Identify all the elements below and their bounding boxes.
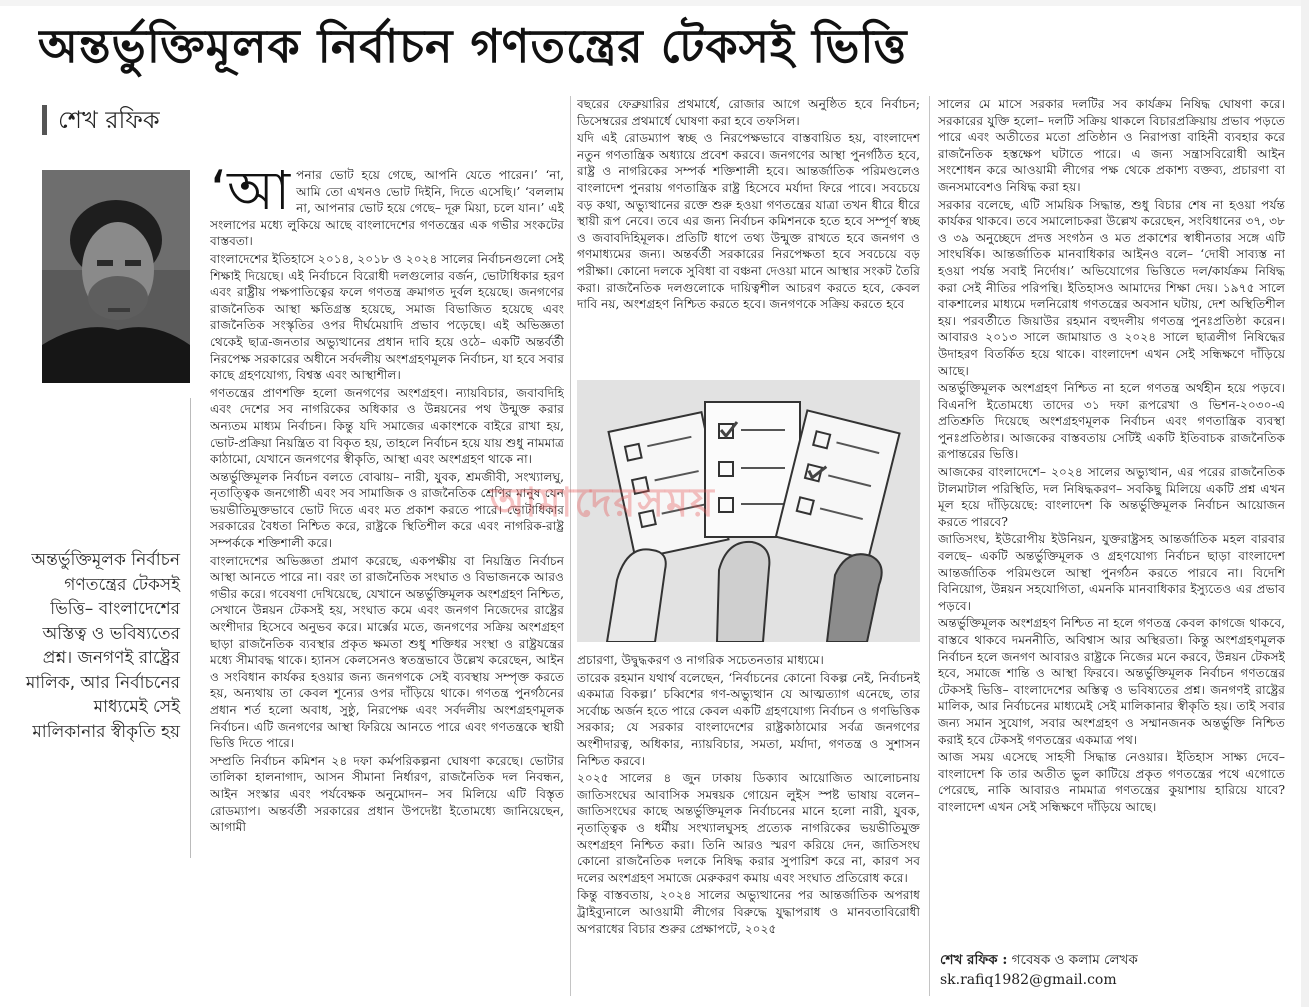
- author-signature: [940, 950, 1285, 970]
- byline: শেখ রফিক: [58, 106, 160, 134]
- author-sign-name: শেখ রফিক :: [940, 952, 1008, 968]
- article-column-3: [938, 96, 1285, 938]
- byline-bar: [42, 105, 47, 135]
- paragraph: ২০২৫ সালের ৪ জুন ঢাকায় ডিক্যাব আয়োজিত আলোচনায় জাতিসংঘের আবাসিক সমন্বয়ক গোয়েন লুইস স্পষ্ট ভাষায় বলেন– জাতিসংঘের কাছে অন্তর্ভুক্তিমূলক নির্বাচনের মানে হলো নারী, যুবক, নৃতাত্ত্বিক ও ধর্মীয় সংখ্যালঘুসহ প্রত্যেক নাগরিকের ভয়ভীতিমুক্ত অংশগ্রহণ নিশ্চিত করা। তিনি আরও স্মরণ করিয়ে দেন, জাতিসংঘ কোনো রাজনৈতিক দলকে নিষিদ্ধ করার সুপারিশ করে না, কারণ সব দলের অংশগ্রহণ সমাজে মেরুকরণ কমায় এবং সংঘাত প্রতিরোধ করে।: [577, 771, 920, 885]
- paragraph: আজ সময় এসেছে সাহসী সিদ্ধান্ত নেওয়ার। ইতিহাস সাক্ষ্য দেবে– বাংলাদেশ কি তার অতীত ভুল কাটিয়ে প্রকৃত গণতন্ত্রের পথে এগোতে পেরেছে, নাকি আবারও নামমাত্র গণতন্ত্রের কুয়াশায় হারিয়ে যাবে? বাংলাদেশ এখন সেই সন্ধিক্ষণে দাঁড়িয়ে আছে।: [938, 750, 1285, 814]
- column-rule-1: [570, 96, 571, 996]
- paragraph: প্রচারণা, উদ্বুদ্ধকরণ ও নাগরিক সচেতনতার মাধ্যমে।: [577, 653, 824, 667]
- paragraph: অন্তর্ভুক্তিমূলক অংশগ্রহণ নিশ্চিত না হলে গণতন্ত্র অর্থহীন হয়ে পড়বে। বিএনপি ইতোমধ্যে তাদের ৩১ দফা রূপরেখা ও ভিশন-২০৩০-এ প্রতিশ্রুতি দিয়েছে অংশগ্রহণমূলক নির্বাচন এবং গণতান্ত্রিক ব্যবস্থা পুনঃপ্রতিষ্ঠার। আজকের বাস্তবতায় সেটিই একটি ইতিবাচক রাজনৈতিক রূপান্তরের ভিত্তি।: [938, 381, 1285, 462]
- article-headline: অন্তর্ভুক্তিমূলক নির্বাচন গণতন্ত্রের টেকসই ভিত্তি: [38, 19, 908, 73]
- column-rule-2: [929, 96, 930, 996]
- author-email: sk.rafiq1982@gmail.com: [940, 972, 1117, 988]
- publication-watermark: আমাদেরসময়: [490, 480, 716, 526]
- paragraph: সরকার বলেছে, এটি সাময়িক সিদ্ধান্ত, শুধু বিচার শেষ না হওয়া পর্যন্ত কার্যকর থাকবে। তবে সমালোচকরা উল্লেখ করেছেন, সংবিধানের ৩৭, ৩৮ ও ৩৯ অনুচ্ছেদে প্রদত্ত সংগঠন ও মত প্রকাশের স্বাধীনতার সঙ্গে এটি সাংঘর্ষিক। আন্তর্জাতিক মানবাধিকার আইনও বলে– ‘দোষী সাব্যস্ত না হওয়া পর্যন্ত সবাই নির্দোষ।’ অভিযোগের ভিত্তিতে দল/কার্যক্রম নিষিদ্ধ করা সেই নীতির পরিপন্থি। ইতিহাসও আমাদের শিক্ষা দেয়। ১৯৭৫ সালে বাকশালের মাধ্যমে দলনিরোধ গণতন্ত্রের অবসান ঘটায়, দেশ অস্থিতিশীল হয়। পরবর্তীতে জিয়াউর রহমান বহুদলীয় গণতন্ত্র পুনঃপ্রতিষ্ঠা করেন। আবারও ২০১৩ সালে জামায়াত ও ২০২৪ সালে ছাত্রলীগ নিষিদ্ধের উদাহরণ বিতর্কিত হয়ে থাকে। বাংলাদেশ এখন সেই সন্ধিক্ষণে দাঁড়িয়ে আছে।: [938, 197, 1285, 378]
- page-right-edge: [1301, 0, 1309, 1007]
- paragraph: পনার ভোট হয়ে গেছে, আপনি যেতে পারেন।’ ‘না, আমি তো এখনও ভোট দিইনি, দিতে এসেছি।’ ‘বললাম না, আপনার ভোট হয়ে গেছে– দূরু মিয়া, চলে যান।’ এই সংলাপের মধ্যে লুকিয়ে আছে বাংলাদেশের গণতন্ত্রের এক গভীর সংকটের বাস্তবতা।: [210, 168, 564, 249]
- paragraph: কিন্তু বাস্তবতায়, ২০২৪ সালের অভ্যুত্থানের পর আন্তর্জাতিক অপরাধ ট্রাইব্যুনালে আওয়ামী লীগের বিরুদ্ধে যুদ্ধাপরাধ ও মানবতাবিরোধী অপরাধের বিচার শুরুর প্রেক্ষাপটে, ২০২৫: [577, 888, 920, 936]
- author-photo: [42, 170, 190, 383]
- article-column-2-bottom: [577, 652, 920, 997]
- paragraph: সম্প্রতি নির্বাচন কমিশন ২৪ দফা কর্মপরিকল্পনা ঘোষণা করেছে। ভোটার তালিকা হালনাগাদ, আসন সীমানা নির্ধারণ, রাজনৈতিক দল নিবন্ধন, আইন সংস্কার এবং পর্যবেক্ষক অনুমোদন– সব মিলিয়ে এটি বিস্তৃত রোডম্যাপ। অন্তর্বর্তী সরকারের প্রধান উপদেষ্টা ইতোমধ্যে জানিয়েছেন, আগামী: [210, 753, 564, 835]
- author-sign-role: গবেষক ও কলাম লেখক: [1011, 952, 1138, 968]
- paragraph: তারেক রহমান যথার্থ বলেছেন, ‘নির্বাচনের কোনো বিকল্প নেই, নির্বাচনই একমাত্র বিকল্প।’ চব্বিশের গণ-অভ্যুত্থান যে আত্মত্যাগ এনেছে, তার সর্বোচ্চ অর্জন হতে পারে কেবল একটি গ্রহণযোগ্য নির্বাচন ও গণভিত্তিক সরকার; যে সরকার বাংলাদেশের রাষ্ট্রকাঠামোর সর্বত্র জনগণের অংশীদারত্ব, অধিকার, ন্যায়বিচার, সমতা, মর্যাদা, গণতন্ত্র ও সুশাসন নিশ্চিত করবে।: [577, 670, 920, 768]
- paragraph: বাংলাদেশের ইতিহাসে ২০১৪, ২০১৮ ও ২০২৪ সালের নির্বাচনগুলো সেই শিক্ষাই দিয়েছে। এই নির্বাচনে বিরোধী দলগুলোর বর্জন, ভোটাধিকার হরণ এবং রাষ্ট্রীয় পক্ষপাতিত্বের ফলে গণতন্ত্র ক্রমাগত দুর্বল হয়েছে। জনগণের রাজনৈতিক আস্থা ক্ষতিগ্রস্ত হয়েছে, সমাজ বিভাজিত হয়েছে এবং রাজনৈতিক সংস্কৃতির ওপর দীর্ঘমেয়াদি প্রভাব পড়েছে। এই অভিজ্ঞতা থেকেই ছাত্র-জনতার অভ্যুত্থানের প্রধান দাবি হয়ে ওঠে– একটি অন্তর্বর্তী নিরপেক্ষ সরকারের অধীনে সর্বদলীয় অংশগ্রহণমূলক নির্বাচন, যা হবে সবার কাছে গ্রহণযোগ্য, বিশ্বস্ত এবং আস্থাশীল।: [210, 251, 564, 383]
- paragraph: গণতন্ত্রের প্রাণশক্তি হলো জনগণের অংশগ্রহণ। ন্যায়বিচার, জবাবদিহি এবং দেশের সব নাগরিকের অধিকার ও উন্নয়নের পথ উন্মুক্ত করার অন্যতম মাধ্যম নির্বাচন। কিন্তু যদি সমাজের একাংশকে বাইরে রাখা হয়, ভোট-প্রক্রিয়া নিয়ন্ত্রিত বা বিকৃত হয়, তাহলে নির্বাচন হয়ে যায় শুধু নামমাত্র কাঠামো, যেখানে জনগণের স্বীকৃতি, আস্থা এবং অংশগ্রহণ থাকে না।: [210, 385, 564, 467]
- page-top-edge: [0, 0, 1309, 6]
- paragraph: বছরের ফেব্রুয়ারির প্রথমার্ধে, রোজার আগে অনুষ্ঠিত হবে নির্বাচন; ডিসেম্বরের প্রথমার্ধে ঘোষণা করা হবে তফসিল।: [577, 97, 920, 128]
- paragraph: জাতিসংঘ, ইউরোপীয় ইউনিয়ন, যুক্তরাষ্ট্রসহ আন্তর্জাতিক মহল বারবার বলছে– একটি অন্তর্ভুক্তিমূলক ও গ্রহণযোগ্য নির্বাচন ছাড়া বাংলাদেশ আন্তর্জাতিক পরিমণ্ডলে আস্থা পুনর্গঠন করতে পারবে না। বিদেশি বিনিয়োগ, উন্নয়ন সহযোগিতা, এমনকি মানবাধিকার ইস্যুতেও এর প্রভাব পড়বে।: [938, 532, 1285, 613]
- paragraph: আজকের বাংলাদেশে– ২০২৪ সালের অভ্যুত্থান, এর পরের রাজনৈতিক টালমাটাল পরিস্থিতি, দল নিষিদ্ধকরণ– সবকিছু মিলিয়ে একটি প্রশ্ন এখন মূল হয়ে দাঁড়িয়েছে: বাংলাদেশ কি অন্তর্ভুক্তিমূলক নির্বাচন আয়োজন করতে পারবে?: [938, 465, 1285, 529]
- article-column-1: [210, 167, 564, 997]
- paragraph: যদি এই রোডম্যাপ স্বচ্ছ ও নিরপেক্ষভাবে বাস্তবায়িত হয়, বাংলাদেশ নতুন গণতান্ত্রিক অধ্যায়ে প্রবেশ করবে। জনগণের আস্থা পুনর্গঠিত হবে, রাষ্ট্র ও নাগরিকের সম্পর্ক শক্তিশালী হবে। আন্তর্জাতিক পরিমণ্ডলেও বাংলাদেশ পুনরায় গণতান্ত্রিক রাষ্ট্র হিসেবে মর্যাদা ফিরে পাবে। সবচেয়ে বড় কথা, অভ্যুত্থানের রক্তে শুরু হওয়া গণতন্ত্রের যাত্রা তখন ধীরে ধীরে স্থায়ী রূপ নেবে। তবে এর জন্য নির্বাচন কমিশনকে হতে হবে সম্পূর্ণ স্বচ্ছ ও জবাবদিহিমূলক। প্রতিটি ধাপে তথ্য উন্মুক্ত রাখতে হবে জনগণ ও গণমাধ্যমের জন্য। অন্তর্বর্তী সরকারের নিরপেক্ষতা হবে সবচেয়ে বড় পরীক্ষা। কোনো দলকে সুবিধা বা বঞ্চনা দেওয়া মানে আস্থার সংকট তৈরি করা। রাজনৈতিক দলগুলোকে দায়িত্বশীল আচরণ করতে হবে, কেবল দাবি নয়, অংশগ্রহণ নিশ্চিত করতে হবে। জনগণকে সক্রিয় করতে হবে: [577, 131, 920, 312]
- dropcap: ‘আ: [210, 167, 291, 222]
- pull-quote: অন্তর্ভুক্তিমূলক নির্বাচন গণতন্ত্রের টেকসই ভিত্তি– বাংলাদেশের অস্তিত্ব ও ভবিষ্যতের প্রশ্ন। জনগণই রাষ্ট্রের মালিক, আর নির্বাচনের মাধ্যমেই সেই মালিকানার স্বীকৃতি হয়: [25, 550, 180, 742]
- paragraph: অন্তর্ভুক্তিমূলক নির্বাচন বলতে বোঝায়– নারী, যুবক, শ্রমজীবী, সংখ্যালঘু, নৃতাত্ত্বিক জনগোষ্ঠী এবং সব সামাজিক ও রাজনৈতিক শ্রেণির মানুষ যেন ভয়ভীতিমুক্তভাবে ভোট দিতে এবং মত প্রকাশ করতে পারে। ভোটাধিকার সরকারের বৈধতা নিশ্চিত করে, রাষ্ট্রকে স্থিতিশীল করে এবং নাগরিক-রাষ্ট্র সম্পর্ককে শক্তিশালী করে।: [210, 469, 564, 551]
- paragraph: অন্তর্ভুক্তিমূলক অংশগ্রহণ নিশ্চিত না হলে গণতন্ত্র কেবল কাগজে থাকবে, বাস্তবে থাকবে দমননীতি, অবিশ্বাস আর অস্থিরতা। কিন্তু অংশগ্রহণমূলক নির্বাচন হলে জনগণ আবারও রাষ্ট্রকে নিজের মনে করবে, উন্নয়ন টেকসই হবে, সমাজে শান্তি ও আস্থা ফিরবে। অন্তর্ভুক্তিমূলক নির্বাচন গণতন্ত্রের টেকসই ভিত্তি– বাংলাদেশের অস্তিত্ব ও ভবিষ্যতের প্রশ্ন। জনগণই রাষ্ট্রের মালিক, আর নির্বাচনের মাধ্যমেই সেই মালিকানার স্বীকৃতি হয়। তাই সবার জন্য সমান সুযোগ, সবার অংশগ্রহণ ও সম্মানজনক অন্তর্ভুক্তি নিশ্চিত করাই হবে টেকসই গণতন্ত্রের একমাত্র পথ।: [938, 616, 1285, 747]
- paragraph: সালের মে মাসে সরকার দলটির সব কার্যক্রম নিষিদ্ধ ঘোষণা করে। সরকারের যুক্তি হলো– দলটি সক্রিয় থাকলে বিচারপ্রক্রিয়ায় প্রভাব পড়তে পারে এবং অতীতের মতো প্রতিষ্ঠান ও নিরাপত্তা বাহিনী ব্যবহার করে রাজনৈতিক হস্তক্ষেপ ঘটাতে পারে। এ জন্য সন্ত্রাসবিরোধী আইন সংশোধন করে আওয়ামী লীগের পক্ষ থেকে প্রকাশ্য বক্তব্য, প্রচারণা বা জনসমাবেশও নিষিদ্ধ করা হয়।: [938, 97, 1285, 194]
- photo-side-rule: [190, 398, 191, 858]
- paragraph: বাংলাদেশের অভিজ্ঞতা প্রমাণ করেছে, একপক্ষীয় বা নিয়ন্ত্রিত নির্বাচন আস্থা আনতে পারে না। বরং তা রাজনৈতিক সংঘাত ও বিভাজনকে আরও গভীর করে। গবেষণা দেখিয়েছে, যেখানে অন্তর্ভুক্তিমূলক অংশগ্রহণ নিশ্চিত, সেখানে উন্নয়ন টেকসই হয়, সংঘাত কমে এবং জনগণ নিজেদের রাষ্ট্রের অংশীদার হিসেবে অনুভব করে। মার্ক্সের মতে, জনগণের সক্রিয় অংশগ্রহণ ছাড়া রাজনৈতিক ব্যবস্থার প্রকৃত ক্ষমতা শুধু শক্তিধর সংস্থা ও রাষ্ট্রযন্ত্রের মধ্যে সীমাবদ্ধ থাকে। হ্যানস কেলসেনও স্বতন্ত্রভাবে উল্লেখ করেছেন, আইন ও সংবিধান কার্যকর হওয়ার জন্য জনগণকে সেই ব্যবস্থায় সম্পৃক্ত করতে হয়, অন্যথায় তা কেবল শূন্যের ওপর দাঁড়িয়ে থাকে। গণতন্ত্র পুনর্গঠনের প্রধান শর্ত হলো অবাধ, সুষ্ঠু, নিরপেক্ষ এবং সর্বদলীয় অংশগ্রহণমূলক নির্বাচন। এটি জনগণের আস্থা ফিরিয়ে আনতে পারে এবং গণতন্ত্রকে স্থায়ী ভিত্তি দিতে পারে।: [210, 553, 564, 751]
- article-column-2-top: [577, 96, 920, 364]
